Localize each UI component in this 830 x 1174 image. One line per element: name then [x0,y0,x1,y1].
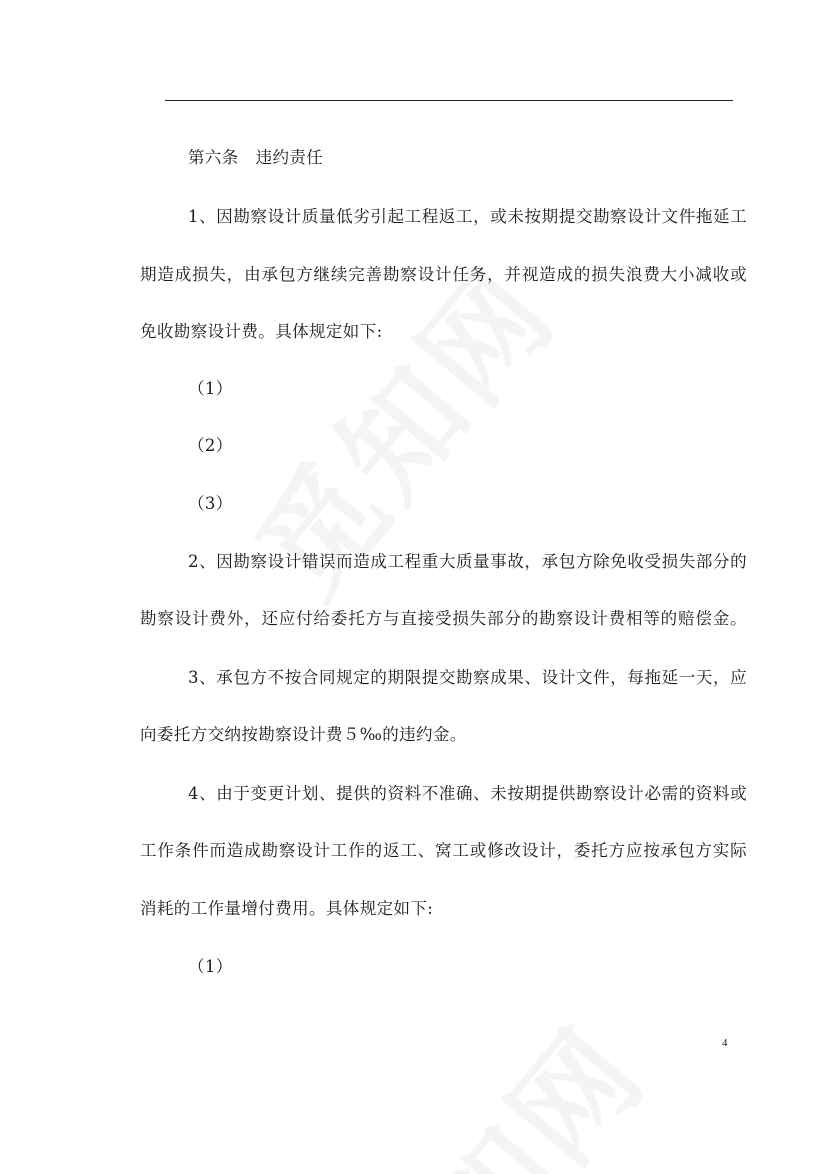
list-item: （3） [188,494,233,513]
header-rule [165,100,733,101]
clause-3-line-1: 3、承包方不按合同规定的期限提交勘察成果、设计文件，每拖延一天，应 [188,668,747,687]
clause-1-line-3: 免收勘察设计费。具体规定如下: [140,322,383,341]
clause-2-line-1: 2、因勘察设计错误而造成工程重大质量事故，承包方除免收受损失部分的 [188,552,747,571]
clause-4-line-1: 4、由于变更计划、提供的资料不准确、未按期提供勘察设计必需的资料或 [188,784,747,803]
page-number: 4 [722,1037,728,1049]
list-item: （2） [188,436,233,455]
list-item: （1） [188,379,233,398]
clause-4-line-3: 消耗的工作量增付费用。具体规定如下: [140,899,434,918]
watermark [302,986,677,1174]
clause-4-line-2: 工作条件而造成勘察设计工作的返工、窝工或修改设计，委托方应按承包方实际 [140,841,747,860]
clause-1-line-1: 1、因勘察设计质量低劣引起工程返工，或未按期提交勘察设计文件拖延工 [188,207,747,226]
clause-3-line-2: 向委托方交纳按勘察设计费５‰的违约金。 [140,725,467,744]
clause-1-line-2: 期造成损失，由承包方继续完善勘察设计任务，并视造成的损失浪费大小减收或 [140,265,747,284]
clause-2-line-2: 勘察设计费外，还应付给委托方与直接受损失部分的勘察设计费相等的赔偿金。 [140,609,747,628]
list-item: （1） [188,957,233,976]
section-heading: 第六条 违约责任 [188,148,324,167]
